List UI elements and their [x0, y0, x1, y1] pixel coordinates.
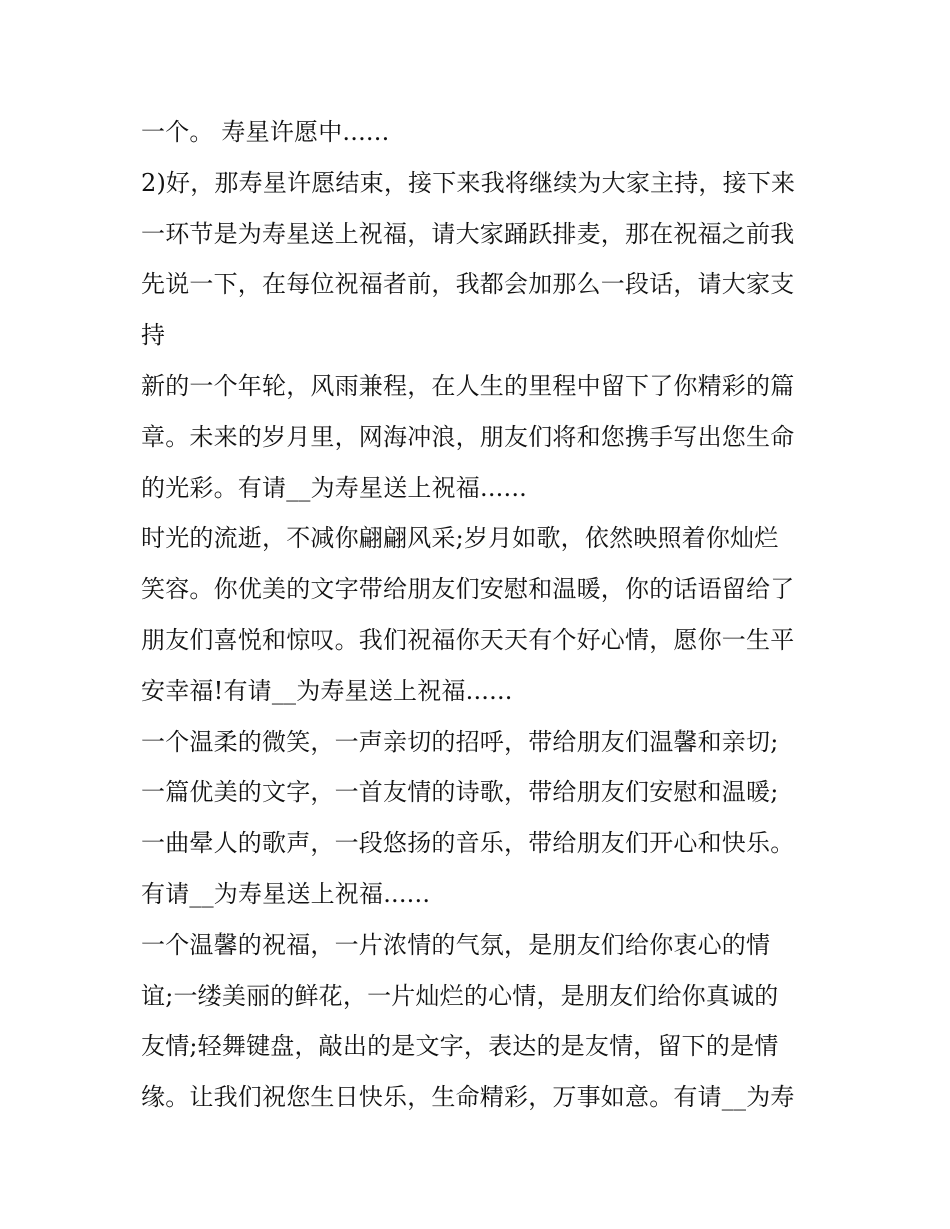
text-line: 缘。让我们祝您生日快乐，生命精彩，万事如意。有请__为寿	[141, 1083, 795, 1112]
text-line: 一个温馨的祝福，一片浓情的气氛，是朋友们给你衷心的情	[141, 930, 771, 959]
text-line: 章。未来的岁月里，网海冲浪，朋友们将和您携手写出您生命	[141, 422, 795, 451]
text-line: 一篇优美的文字，一首友情的诗歌，带给朋友们安慰和温暖;	[141, 778, 779, 807]
text-line: 一环节是为寿星送上祝福，请大家踊跃排麦，那在祝福之前我	[141, 219, 795, 248]
text-line: 笑容。你优美的文字带给朋友们安慰和温暖，你的话语留给了	[141, 575, 795, 604]
text-line: 2)好，那寿星许愿结束，接下来我将继续为大家主持，接下来	[141, 168, 796, 197]
text-line: 先说一下，在每位祝福者前，我都会加那么一段话，请大家支	[141, 270, 795, 299]
text-line: 友情;轻舞键盘，敲出的是文字，表达的是友情，留下的是情	[141, 1032, 779, 1061]
text-line: 一个温柔的微笑，一声亲切的招呼，带给朋友们温馨和亲切;	[141, 727, 779, 756]
text-line: 有请__为寿星送上祝福......	[141, 879, 431, 908]
text-line: 安幸福!有请__为寿星送上祝福......	[141, 676, 513, 705]
text-line: 的光彩。有请__为寿星送上祝福......	[141, 473, 527, 502]
text-line: 朋友们喜悦和惊叹。我们祝福你天天有个好心情，愿你一生平	[141, 625, 795, 654]
document-body	[141, 107, 821, 1123]
text-line: 时光的流逝，不减你翩翩风采;岁月如歌，依然映照着你灿烂	[141, 524, 779, 553]
text-line: 一个。 寿星许愿中......	[141, 118, 390, 146]
text-line: 新的一个年轮，风雨兼程，在人生的里程中留下了你精彩的篇	[141, 371, 795, 400]
text-line: 谊;一缕美丽的鲜花，一片灿烂的心情，是朋友们给你真诚的	[141, 981, 779, 1010]
text-line: 持	[141, 321, 166, 350]
text-line: 一曲晕人的歌声，一段悠扬的音乐，带给朋友们开心和快乐。	[141, 829, 795, 858]
